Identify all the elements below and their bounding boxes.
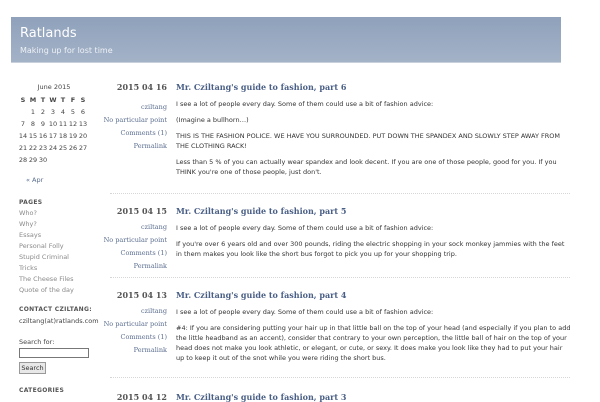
calendar-day: 5 [70, 108, 76, 116]
calendar-day: 7 [20, 120, 26, 128]
calendar-day: 17 [48, 132, 58, 140]
calendar-day: 24 [48, 144, 58, 152]
post-paragraph: I see a lot of people every day. Some of them could use a bit of fashion advice: [176, 100, 434, 108]
calendar-week [18, 154, 88, 166]
calendar-day: 28 [18, 156, 28, 164]
site-title[interactable]: Ratlands [20, 26, 77, 41]
post-paragraph: If you're over 6 years old and over 300 pounds, riding the electric shopping in your sock monkey jammies with the feet in them makes you look like the short bus forgot to pick you up for your shopping trip. [176, 240, 565, 258]
post-title[interactable]: Mr. Cziltang's guide to fashion, part 3 [176, 392, 347, 402]
post-body [176, 307, 571, 369]
post-comments-link[interactable]: Comments (1) [120, 249, 167, 257]
page-link-quote-of-the-day[interactable]: Quote of the day [19, 286, 74, 294]
weekday: S [80, 96, 86, 104]
post-date: 2015 04 13 [116, 290, 167, 300]
post-title[interactable]: Mr. Cziltang's guide to fashion, part 6 [176, 82, 347, 92]
post-date: 2015 04 12 [116, 392, 167, 402]
post-paragraph: I see a lot of people every day. Some of them could use a bit of fashion advice: [176, 308, 434, 316]
calendar-day [18, 106, 28, 118]
page-link-essays[interactable]: Essays [19, 231, 42, 239]
weekday: T [60, 96, 66, 104]
calendar-day: 14 [18, 132, 28, 140]
calendar-day: 12 [68, 120, 78, 128]
post-permalink[interactable]: Permalink [133, 262, 167, 270]
calendar-day [78, 154, 88, 166]
calendar-day: 4 [60, 108, 66, 116]
page-link-personal-folly[interactable]: Personal Folly [19, 242, 64, 250]
weekday: F [70, 96, 76, 104]
page-link-cheese-files[interactable]: The Cheese Files [19, 275, 74, 283]
pages-list [19, 208, 74, 296]
calendar-day: 21 [18, 144, 28, 152]
post-title[interactable]: Mr. Cziltang's guide to fashion, part 5 [176, 206, 347, 216]
calendar-day: 29 [28, 156, 38, 164]
post-body [176, 99, 571, 183]
post-meta [100, 221, 167, 273]
calendar-day: 16 [38, 132, 48, 140]
post-paragraph: I see a lot of people every day. Some of them could use a bit of fashion advice: [176, 224, 434, 232]
search-button[interactable]: Search [19, 362, 46, 374]
post-meta [100, 305, 167, 357]
site-tagline: Making up for lost time [20, 46, 113, 55]
calendar-day: 10 [48, 120, 58, 128]
calendar-prev-month-link[interactable]: « Apr [26, 176, 44, 184]
post-category-link[interactable]: No particular point [103, 236, 167, 244]
post-author-link[interactable]: cziltang [140, 223, 167, 231]
calendar-day: 18 [58, 132, 68, 140]
calendar-day: 1 [30, 108, 36, 116]
calendar-day: 15 [28, 132, 38, 140]
search-input[interactable] [19, 348, 89, 358]
weekday: S [20, 96, 26, 104]
weekday: T [40, 96, 46, 104]
calendar-week [18, 106, 88, 118]
post-title[interactable]: Mr. Cziltang's guide to fashion, part 4 [176, 290, 347, 300]
calendar-day: 6 [80, 108, 86, 116]
calendar-day: 13 [78, 120, 88, 128]
calendar-day: 8 [30, 120, 36, 128]
post-author-link[interactable]: cziltang [140, 103, 167, 111]
page-link-stupid-criminal[interactable]: Stupid Criminal [19, 253, 69, 261]
contact-email: cziltang(at)ratlands.com [19, 317, 99, 325]
calendar-day: 27 [78, 144, 88, 152]
site-header [11, 17, 561, 63]
calendar-day: 20 [78, 132, 88, 140]
calendar-day [68, 154, 78, 166]
pages-heading: PAGES [19, 199, 43, 206]
weekday: M [29, 96, 37, 104]
post-date: 2015 04 16 [116, 82, 167, 92]
page-link-tricks[interactable]: Tricks [19, 264, 38, 272]
calendar-day: 22 [28, 144, 38, 152]
calendar-day: 3 [50, 108, 56, 116]
page-link-why[interactable]: Why? [19, 220, 37, 228]
calendar-weekdays [18, 94, 88, 106]
calendar-day: 23 [38, 144, 48, 152]
calendar-week [18, 130, 88, 142]
post-body [176, 223, 571, 265]
post-paragraph: (Imagine a bullhorn…) [176, 116, 249, 124]
contact-heading: CONTACT CZILTANG: [19, 306, 92, 313]
post-comments-link[interactable]: Comments (1) [120, 333, 167, 341]
calendar-week [18, 142, 88, 154]
calendar-day: 9 [40, 120, 46, 128]
post-paragraph: #4: If you are considering putting your hair up in that little ball on the top of your head (and especially if you plan to add the little headband as an accent), consider that contrary to your own perception, the little ball of hair on the top of your head does not make you look athletic, or elegant, or cute, or sexy. It does make you look like they had to put your hair up to keep it out of the snot while you were riding the short bus. [176, 324, 571, 362]
calendar-day: 25 [58, 144, 68, 152]
page-link-who[interactable]: Who? [19, 209, 37, 217]
post-author-link[interactable]: cziltang [140, 307, 167, 315]
calendar-week [18, 118, 88, 130]
post-date: 2015 04 15 [116, 206, 167, 216]
calendar-day [48, 154, 58, 166]
calendar-caption: June 2015 [37, 83, 71, 91]
post-category-link[interactable]: No particular point [103, 320, 167, 328]
post-paragraph: THIS IS THE FASHION POLICE. WE HAVE YOU SURROUNDED. PUT DOWN THE SPANDEX AND SLOWLY STEP AWAY FROM THE CLOTHING RACK! [176, 132, 560, 150]
post-divider [110, 377, 570, 378]
post-comments-link[interactable]: Comments (1) [120, 129, 167, 137]
post-paragraph: Less than 5 % of you can actually wear spandex and look decent. If you are one of those people, good for you. If you THINK you're one of those people, just don't. [176, 158, 557, 176]
search-label: Search for: [19, 338, 55, 346]
post-meta [100, 101, 167, 153]
calendar-day [58, 154, 68, 166]
categories-heading: CATEGORIES [19, 387, 65, 394]
weekday: W [49, 96, 57, 104]
calendar-day: 2 [40, 108, 46, 116]
post-category-link[interactable]: No particular point [103, 116, 167, 124]
post-permalink[interactable]: Permalink [133, 142, 167, 150]
calendar-day: 26 [68, 144, 78, 152]
calendar-day: 19 [68, 132, 78, 140]
post-divider [110, 277, 570, 278]
calendar [18, 94, 88, 166]
post-divider [110, 193, 570, 194]
post-permalink[interactable]: Permalink [133, 346, 167, 354]
calendar-day: 30 [38, 156, 48, 164]
calendar-day: 11 [58, 120, 68, 128]
